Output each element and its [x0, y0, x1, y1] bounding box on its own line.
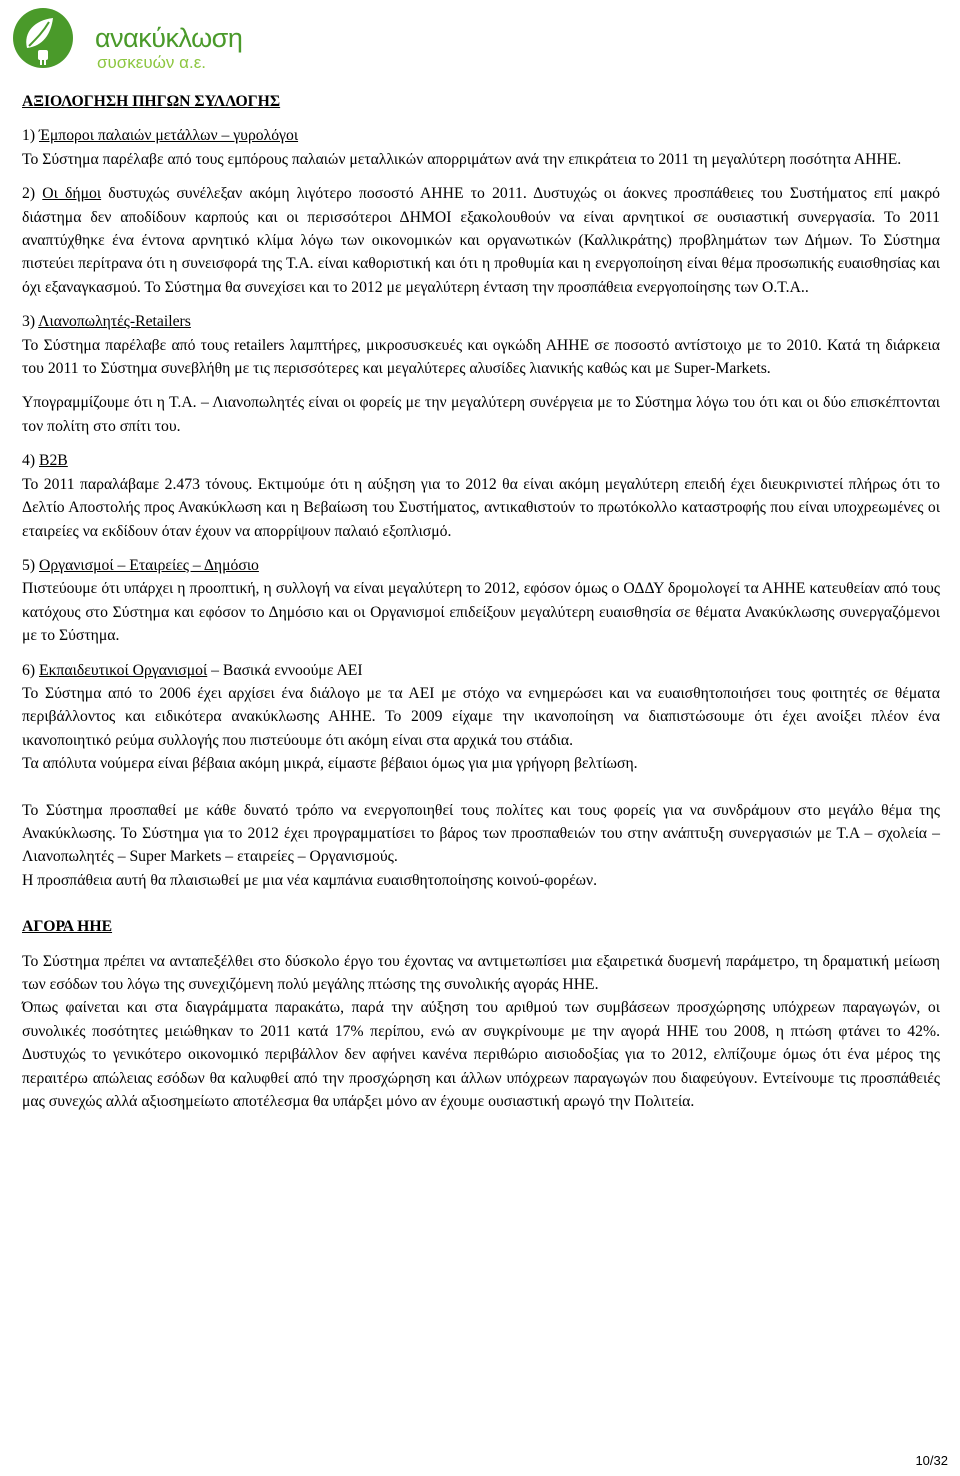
section-5-title-text: Οργανισμοί – Εταιρείες – Δημόσιο: [39, 556, 259, 574]
section-3-title: [22, 310, 940, 333]
section-3-title-text: Λιανοπωλητές-Retailers: [38, 313, 191, 331]
section-1-title-text: Έμποροι παλαιών μετάλλων – γυρολόγοι: [39, 127, 299, 145]
section-4-title: [22, 449, 940, 472]
section-1-num: 1): [22, 127, 39, 145]
section-3-body: Το Σύστημα παρέλαβε από τους retailers λαμπτήρες, μικροσυσκευές και ογκώδη ΑΗΗΕ σε ποσοστό αντίστοιχο με το 2010. Κατά τη διάρκεια του 2011 το Σύστημα συνεβλήθη με τις περισσότερες και μεγαλύτερες αλυσίδες λιανικής καθώς και με Super-Markets.: [22, 336, 940, 378]
document-body: [22, 90, 940, 1113]
section-5-title: [22, 554, 940, 577]
section-5-body: Πιστεύουμε ότι υπάρχει η προοπτική, η συλλογή να είναι μεγαλύτερη το 2012, εφόσον όμως ο ΟΔΔΥ δρομολογεί τα ΑΗΗΕ κατευθείαν από τους κατόχους στο Σύστημα και εφόσον το Δημόσιο και οι Οργανισμοί επιδείξουν μεγαλύτερη ευαισθησία σε θέματα Ανακύκλωσης συνεργαζόμενοι με το Σύστημα.: [22, 580, 940, 645]
section-6-title: [22, 659, 940, 682]
section-4-title-text: B2B: [39, 452, 68, 470]
section-6-title-suffix: – Βασικά εννοούμε ΑΕΙ: [207, 661, 363, 679]
section-6-body3: Το Σύστημα προσπαθεί με κάθε δυνατό τρόπο να ενεργοποιηθεί τους πολίτες και τους φορείς για να συνδράμουν στο μεγάλο θέμα της Ανακύκλωσης. Το Σύστημα για το 2012 έχει προγραμματίσει το βάρος των προσπαθειών του στην ανάπτυξη συνεργασιών με Τ.Α – σχολεία – Λιανοπωλητές – Super Markets – εταιρείες – Οργανισμούς.: [22, 801, 940, 866]
section-6-num: 6): [22, 661, 39, 679]
main-heading: ΑΞΙΟΛΟΓΗΣΗ ΠΗΓΩΝ ΣΥΛΛΟΓΗΣ: [22, 93, 281, 110]
section-5-num: 5): [22, 556, 39, 574]
section-4-body: Το 2011 παραλάβαμε 2.473 τόνους. Εκτιμούμε ότι η αύξηση για το 2012 θα είναι ακόμη μεγαλύτερη επειδή έχει διευκρινιστεί πλήρως ότι το Δελτίο Αποστολής προς Ανακύκλωση και η Βεβαίωση του Συστήματος, αντικαθιστούν το πρωτόκολλο καταστροφής που είναι υποχρεωμένες οι εταιρείες να εκδίδουν όταν έχουν να απορρίψουν παλαιό εξοπλισμό.: [22, 475, 940, 540]
section-1-title: [22, 124, 940, 147]
section-3-body2: Υπογραμμίζουμε ότι η Τ.Α. – Λιανοπωλητές είναι οι φορείς με την μεγαλύτερη συνέργεια με το Σύστημα λόγω του ότι και οι δύο επισκέπτονται τον πολίτη στο σπίτι του.: [22, 394, 940, 435]
plug-leaf-logo-icon: [5, 6, 89, 70]
section-4-num: 4): [22, 452, 39, 470]
section-2-title-text: Οι δήμοι: [42, 185, 102, 203]
section-3-num: 3): [22, 313, 39, 331]
market-heading: ΑΓΟΡΑ ΗΗΕ: [22, 918, 113, 936]
section-6-title-text: Εκπαιδευτικοί Οργανισμοί: [39, 661, 208, 679]
section-1-body: Το Σύστημα παρέλαβε από τους εμπόρους παλαιών μεταλλικών απορριμάτων ανά την επικράτεια το 2011 τη μεγαλύτερη ποσότητα ΑΗΗΕ.: [22, 150, 902, 168]
logo-title: ανακύκλωση: [95, 23, 243, 53]
section-6-body: Το Σύστημα από το 2006 έχει αρχίσει ένα διάλογο με τα ΑΕΙ με στόχο να ενημερώσει και να ευαισθητοποιήσει τους φοιτητές σε θέματα περιβάλλοντος και ειδικότερα ανακύκλωσης ΑΗΗΕ. Το 2009 είχαμε την ικανοποίηση να διαπιστώσουμε ότι έχει ανοίξει πλέον ένα ικανοποιητικό ρεύμα συλλογής που πιστεύουμε ότι ακόμη είναι στα αρχικά του στάδια.: [22, 684, 940, 749]
market-body: Το Σύστημα πρέπει να ανταπεξέλθει στο δύσκολο έργο του έχοντας να αντιμετωπίσει μια εξαιρετικά δυσμενή παράμετρο, τη δραματική μείωση των εσόδων του λόγω της συνεχιζόμενη πολύ μεγάλης πτώσης της συνολικής αγοράς ΗΗΕ.: [22, 952, 940, 993]
section-2-paragraph: [22, 182, 940, 299]
section-2-num: 2): [22, 185, 43, 203]
market-body2: Όπως φαίνεται και στα διαγράμματα παρακάτω, παρά την αύξηση του αριθμού των συμβάσεων προσχώρησης υπόχρεων παραγωγών, οι συνολικές ποσότητες μειώθηκαν το 2011 κατά 17% περίπου, ενώ αν συγκρίνουμε με την αγορά ΗΗΕ του 2008, η πτώση φτάνει το 42%. Δυστυχώς το γενικότερο οικονομικό περιβάλλον δεν αφήνει κανένα περιθώριο αισιοδοξίας για το 2012, ελπίζουμε όμως ότι ένα μέρος της περαιτέρω απώλειας εσόδων θα καλυφθεί από την προσχώρηση και άλλων υπόχρεων παραγωγών που διαφεύγουν. Εντείνουμε τις προσπάθειές μας συνεχώς αλλά αξιοσημείωτο αποτέλεσμα θα υπάρξει μόνο αν έχουμε ουσιαστική αρωγό την Πολιτεία.: [22, 999, 940, 1111]
section-6-body4: Η προσπάθεια αυτή θα πλαισιωθεί με μια νέα καμπάνια ευαισθητοποίησης κοινού-φορέων.: [22, 871, 597, 889]
section-2-body: δυστυχώς συνέλεξαν ακόμη λιγότερο ποσοστό ΑΗΗΕ το 2011. Δυστυχώς οι άοκνες προσπάθειες του Συστήματος επί μακρό διάστημα δεν αποδίδουν καρπούς και οι περισσότεροι ΔΗΜΟΙ εξακολουθούν να είναι αρνητικοί σε ουσιαστική συνεργασία. Το 2011 αναπτύχθηκε ένα έντονα αρνητικό κλίμα λόγω των οικονομικών και οργανωτικών (Καλλικράτης) προβλημάτων των Δήμων. Το Σύστημα πιστεύει περίτρανα ότι η συνεισφορά της Τ.Α. είναι καθοριστική και ότι η προθυμία και η ενεργοποίηση είναι θέμα προσωπικής ευαισθησίας και όχι εξαναγκασμού. Το Σύστημα θα συνεχίσει και το 2012 με μεγαλύτερη ένταση την προσπάθεια ενεργοποίησης των Ο.Τ.Α..: [22, 185, 940, 296]
page-number: 10/32: [915, 1453, 948, 1468]
company-logo: [5, 6, 243, 72]
logo-subtitle: συσκευών α.ε.: [97, 53, 207, 72]
section-6-body2: Τα απόλυτα νούμερα είναι βέβαια ακόμη μικρά, είμαστε βέβαιοι όμως για μια γρήγορη βελτίωση.: [22, 755, 638, 773]
